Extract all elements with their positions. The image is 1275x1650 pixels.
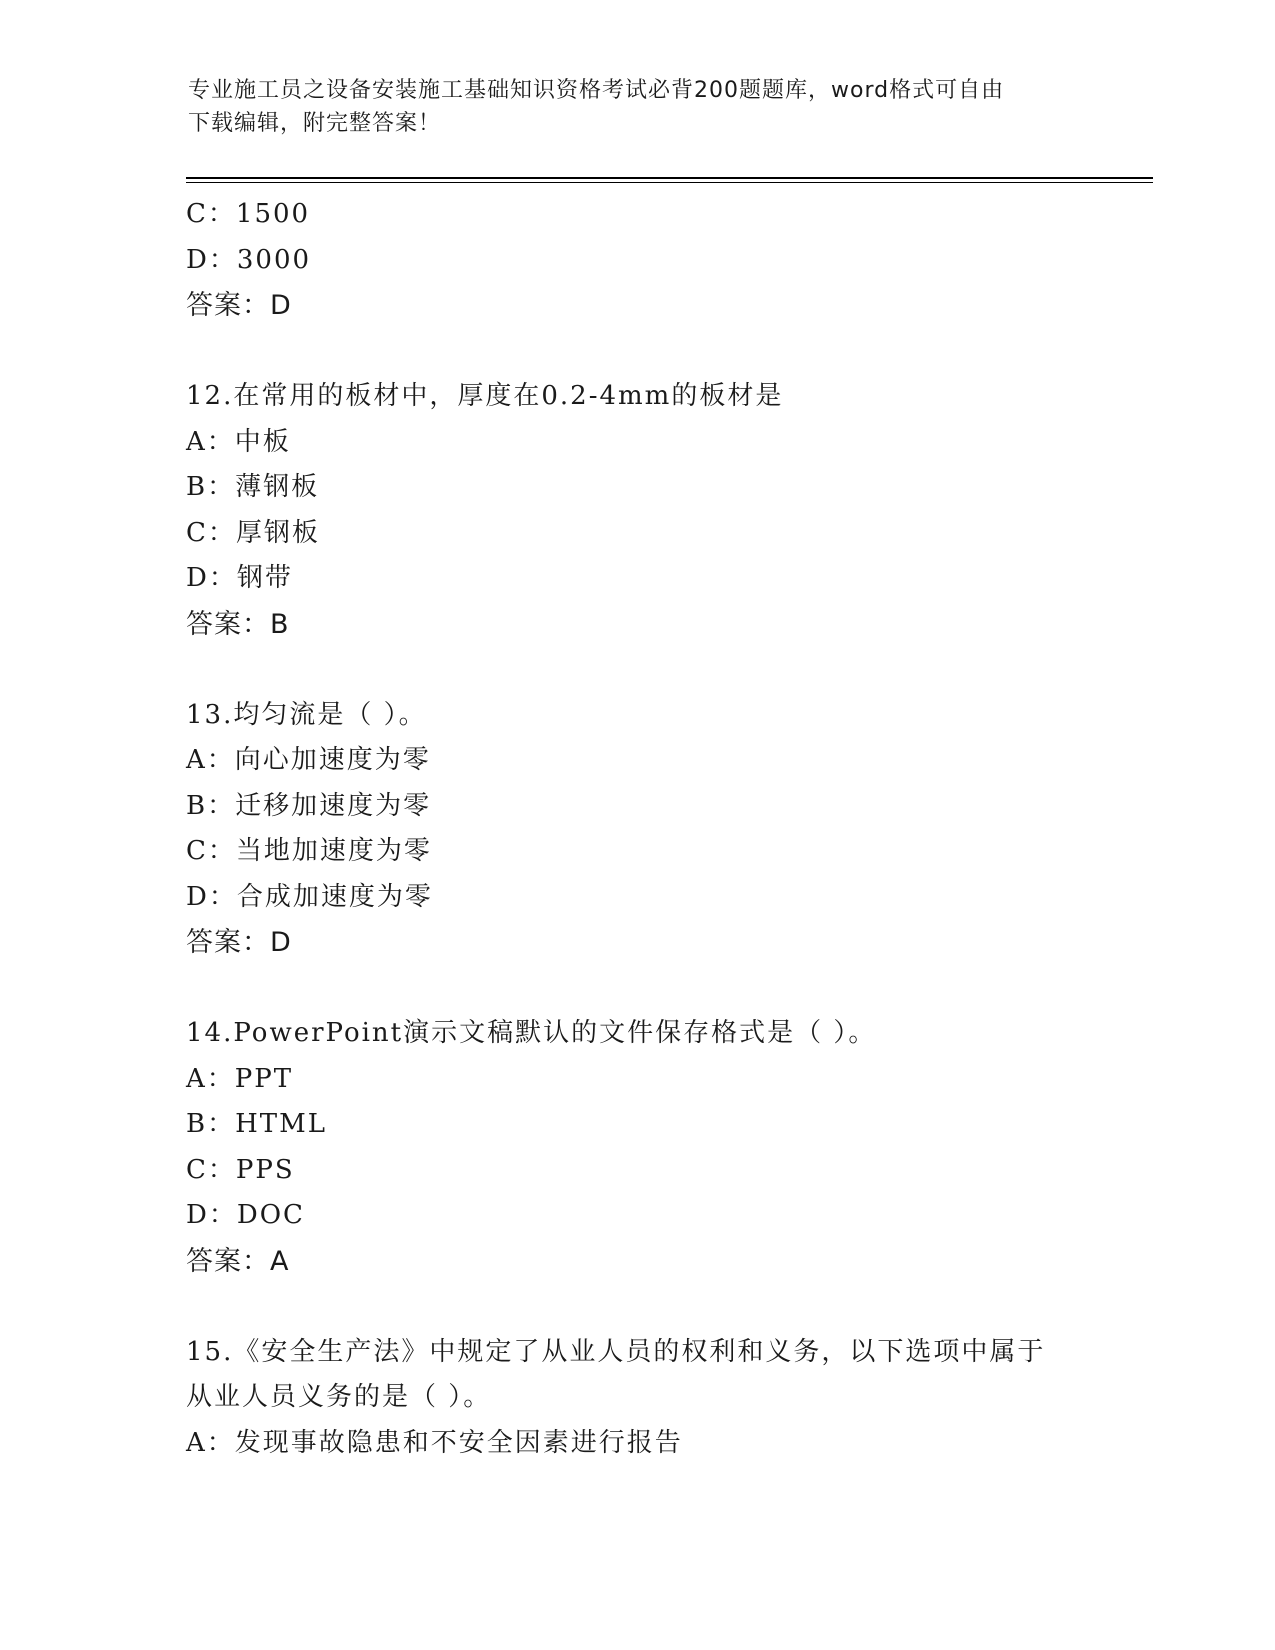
question-13-stem: 13.均匀流是（ ）。 (186, 699, 427, 730)
option-label: B： (186, 472, 236, 502)
option-text: HTML (235, 1109, 328, 1139)
spacer (186, 647, 1166, 693)
option-label: D： (186, 881, 237, 912)
question-14-stem: 14.PowerPoint演示文稿默认的文件保存格式是（ ）。 (186, 1018, 877, 1048)
option-d (186, 238, 1166, 284)
spacer (186, 1284, 1166, 1330)
question-15-stem-line-2: 从业人员义务的是（ ）。 (186, 1382, 492, 1412)
option-text: 迁移加速度为零 (235, 790, 432, 821)
option-text: PPT (234, 1063, 294, 1094)
option-c (186, 1148, 1166, 1194)
option-text: 薄钢板 (235, 472, 320, 502)
answer-line: 答案：B (186, 608, 290, 640)
spacer (186, 966, 1166, 1012)
option-label: B： (186, 790, 236, 821)
option-text: 厚钢板 (235, 517, 320, 548)
question-15-stem-line-1: 15.《安全生产法》中规定了从业人员的权利和义务，以下选项中属于 (186, 1336, 1046, 1367)
header-title-line-1: 专业施工员之设备安装施工基础知识资格考试必背200题题库，word格式可自由 (188, 78, 1005, 103)
option-b (186, 465, 1166, 511)
option-label: C： (186, 1154, 236, 1185)
option-text: DOC (236, 1200, 305, 1230)
option-text: PPS (235, 1154, 295, 1185)
header-rule-thin (186, 182, 1153, 183)
document-header (188, 74, 1088, 140)
option-label: A： (186, 1063, 235, 1094)
option-d (186, 875, 1166, 921)
option-label: C： (186, 199, 236, 229)
question-12-stem: 12.在常用的板材中，厚度在0.2-4mm的板材是 (186, 381, 784, 411)
option-label: D： (186, 244, 237, 275)
answer-line: 答案：D (186, 290, 292, 321)
option-label: D： (186, 563, 237, 593)
question-content (186, 192, 1166, 1466)
option-c (186, 829, 1166, 875)
spacer (186, 329, 1166, 375)
option-label: D： (186, 1200, 237, 1230)
option-label: A： (186, 1427, 235, 1458)
option-text: 1500 (235, 199, 311, 229)
header-title-line-2: 下载编辑，附完整答案！ (188, 111, 442, 136)
option-text: 发现事故隐患和不安全因素进行报告 (234, 1427, 683, 1458)
option-d (186, 1193, 1166, 1239)
option-label: B： (186, 1109, 236, 1139)
option-label: A： (186, 745, 235, 775)
option-label: C： (186, 517, 236, 548)
answer-line: 答案：D (186, 927, 292, 958)
option-c (186, 511, 1166, 557)
option-text: 向心加速度为零 (234, 745, 431, 775)
option-c (186, 192, 1166, 238)
option-b (186, 1102, 1166, 1148)
option-label: A： (186, 426, 235, 457)
option-a (186, 1421, 1166, 1467)
option-text: 当地加速度为零 (235, 836, 432, 866)
option-a (186, 1057, 1166, 1103)
option-text: 中板 (234, 426, 291, 457)
option-text: 3000 (236, 244, 312, 275)
answer-line: 答案：A (186, 1245, 290, 1277)
option-a (186, 420, 1166, 466)
option-label: C： (186, 836, 236, 866)
option-text: 合成加速度为零 (236, 881, 433, 912)
header-rule-thick (186, 177, 1153, 179)
option-text: 钢带 (236, 563, 293, 593)
option-a (186, 738, 1166, 784)
option-b (186, 784, 1166, 830)
option-d (186, 556, 1166, 602)
